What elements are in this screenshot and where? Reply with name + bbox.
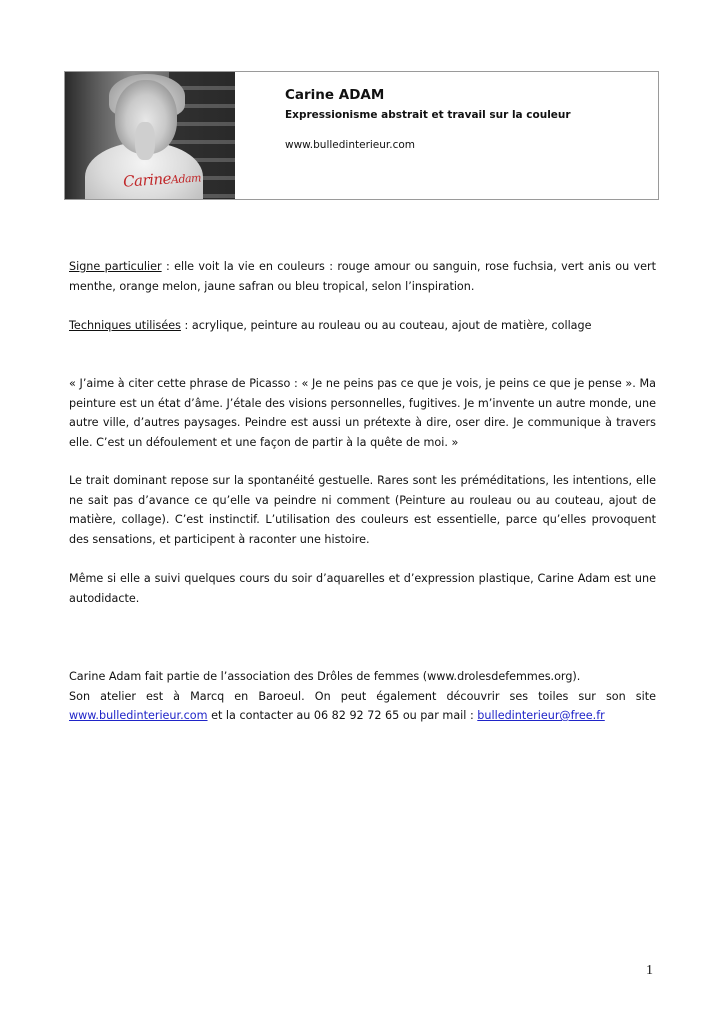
site-link[interactable]: www.bulledinterieur.com <box>69 709 208 722</box>
header-box <box>64 71 659 200</box>
contact-text: et la contacter au 06 82 92 72 65 ou par mail : <box>207 709 478 722</box>
artist-photo <box>65 72 235 199</box>
association-paragraph <box>69 667 656 726</box>
artist-subtitle: Expressionisme abstrait et travail sur la couleur <box>285 109 571 121</box>
photo-hand <box>135 122 155 160</box>
signe-paragraph <box>69 257 656 296</box>
header-website: www.bulledinterieur.com <box>285 139 416 151</box>
artist-name: Carine ADAM <box>285 87 385 103</box>
techniques-text: : acrylique, peinture au rouleau ou au couteau, ajout de matière, collage <box>180 319 592 332</box>
atelier-text: Son atelier est à Marcq en Baroeul. On peut également découvrir ses toiles sur son site <box>69 689 656 703</box>
mail-link[interactable]: bulledinterieur@free.fr <box>477 709 605 722</box>
techniques-paragraph <box>69 316 656 336</box>
signe-label: Signe particulier <box>69 260 162 273</box>
quote-text: « J’aime à citer cette phrase de Picasso : « Je ne peins pas ce que je vois, je peins ce que je pense ». Ma peinture est un état d’âme. J’étale des visions personnelles, fugitives. Je m’invente un autre monde, une autre ville, d’autres paysages. Peindre est aussi un prétexte à dire, oser dire. Je communique à travers elle. C’est un défoulement et une façon de partir à la quête de moi. » <box>69 377 656 449</box>
techniques-label: Techniques utilisées <box>69 319 181 332</box>
association-line1: Carine Adam fait partie de l’association des Drôles de femmes (www.drolesdefemmes.org). <box>69 670 581 683</box>
quote-paragraph <box>69 374 656 452</box>
autodidacte-paragraph <box>69 569 656 608</box>
association-line2 <box>69 687 656 726</box>
autodidacte-text: Même si elle a suivi quelques cours du soir d’aquarelles et d’expression plastique, Carine Adam est une autodidacte. <box>69 572 656 605</box>
trait-paragraph <box>69 471 656 549</box>
trait-text: Le trait dominant repose sur la spontanéité gestuelle. Rares sont les préméditations, les intentions, elle ne sait pas d’avance ce qu’elle va peindre ni comment (Peinture au rouleau ou au couteau, ajout de matière, collage). C’est instinctif. L’utilisation des couleurs est essentielle, parce qu’elles provoquent des sensations, et participent à raconter une histoire. <box>69 474 656 546</box>
signature-first: Carine <box>122 169 172 191</box>
signature-last: Adam <box>170 171 202 187</box>
header-text <box>285 87 571 151</box>
signe-text: : elle voit la vie en couleurs : rouge amour ou sanguin, rose fuchsia, vert anis ou vert menthe, orange melon, jaune safran ou bleu tropical, selon l’inspiration. <box>69 260 656 293</box>
page-number: 1 <box>646 963 653 978</box>
